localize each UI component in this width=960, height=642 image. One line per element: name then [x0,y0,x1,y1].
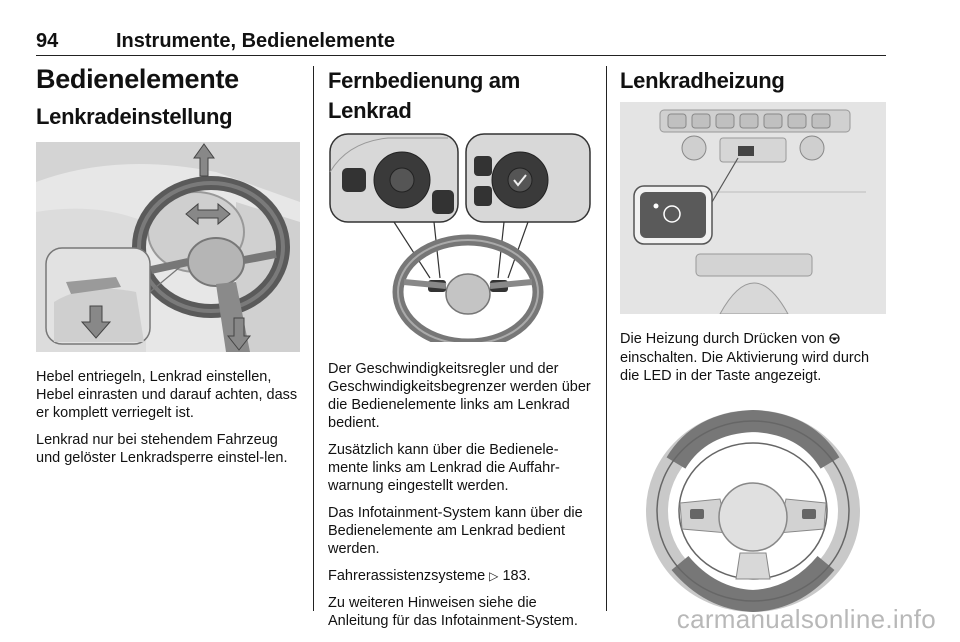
running-title: Instrumente, Bedienelemente [116,30,395,52]
paragraph-steering-adjust-2: Lenkrad nur bei stehendem Fahrzeug und gelöster Lenkradsperre einstel-len. [36,432,288,466]
paragraph-heating-1: Die Heizung durch Drücken von einschalten. Die Aktivierung wird durch die LED in der Taste angezeigt. [620,331,870,384]
paragraph-steering-adjust-1: Hebel entriegeln, Lenkrad einstellen, Hebel einrasten und darauf achten, dass er komplett verriegelt ist. [36,369,298,421]
paragraph-steering-remote-5: Zu weiteren Hinweisen siehe die Anleitung für das Infotainment-System. [328,595,578,629]
reference-text: Fahrerassistenzsysteme [328,568,486,584]
subsection-title-steering-adjustment: Lenkradeinstellung [36,104,233,129]
paragraph-steering-remote-3: Das Infotainment-System kann über die Bedienelemente am Lenkrad bedient werden. [328,505,583,557]
column-steering-remote [328,62,592,630]
page-reference[interactable]: 183. [502,568,531,584]
paragraph-steering-remote-2: Zusätzlich kann über die Bedienele-mente links am Lenkrad die Auffahr-warnung eingestellt werden. [328,442,560,494]
figure-steering-remote [328,132,592,342]
figure-heating-button [620,102,886,314]
page-header [36,30,886,54]
subsection-title-steering-remote: Fernbedienung am Lenkrad [328,68,520,123]
column-steering-adjustment [36,62,300,467]
watermark: carmanualsonline.info [676,604,936,634]
paragraph-steering-remote-4 [328,567,592,585]
paragraph-steering-remote-1: Der Geschwindigkeitsregler und der Geschwindigkeitsbegrenzer werden über die Bedienelemente links am Lenkrad bedient. [328,361,591,431]
heated-wheel-illustration [620,403,886,613]
figure-heated-steering-wheel [620,403,886,613]
heated-steering-wheel-icon [829,331,840,349]
column-divider-2 [606,66,607,611]
column-divider-1 [313,66,314,611]
heating-console-illustration [620,102,886,314]
arrow-right-outline-icon: ▷ [489,569,499,583]
section-title: Bedienelemente [36,64,239,94]
steering-remote-illustration [328,132,592,342]
subsection-title-steering-heating: Lenkradheizung [620,68,785,93]
steering-adjust-illustration [36,142,300,352]
column-steering-heating [620,62,886,613]
header-rule [36,55,886,56]
page-number: 94 [36,30,59,52]
figure-steering-adjustment [36,142,300,352]
